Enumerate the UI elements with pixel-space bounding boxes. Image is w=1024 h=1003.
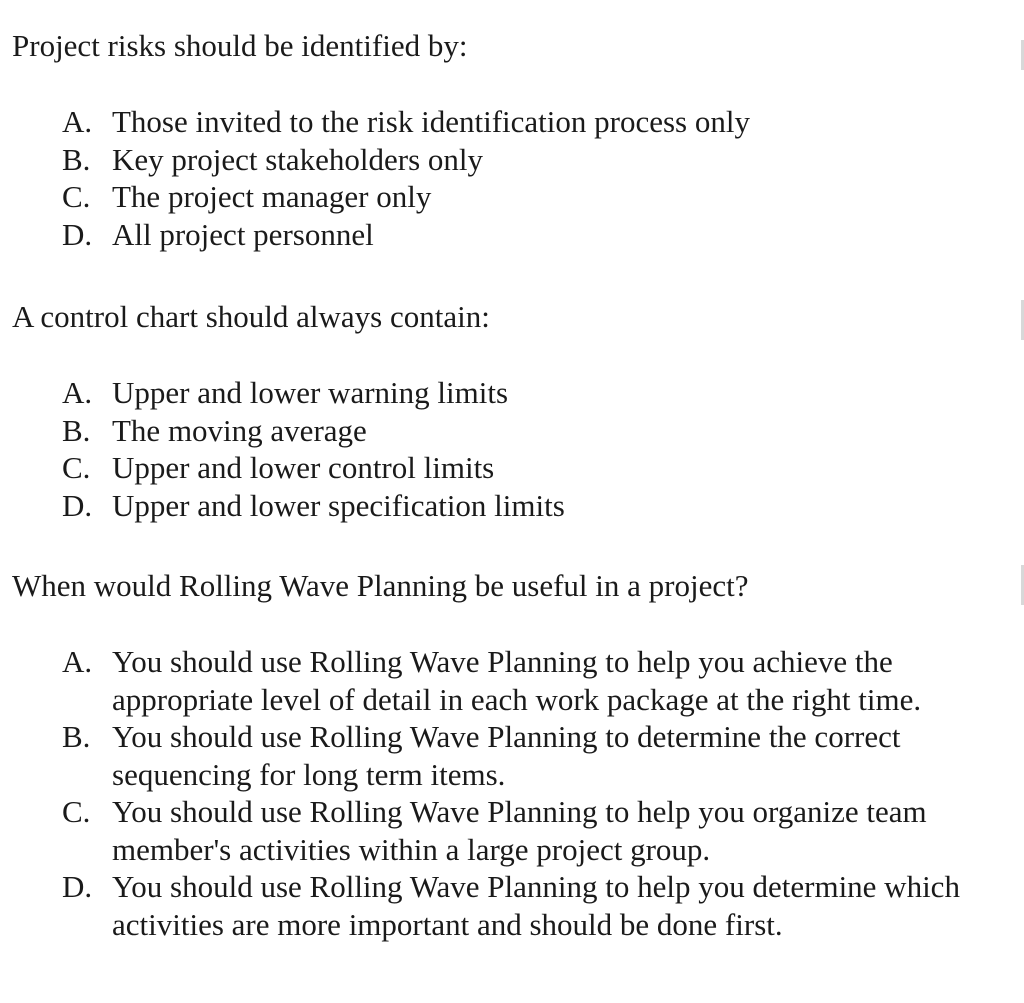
option-2d [62,487,1002,525]
option-3d [62,868,1002,943]
option-2a [62,374,1002,412]
option-3b [62,718,1002,793]
question-1-stem: Project risks should be identified by: [12,28,468,63]
option-text: Upper and lower control limits [112,450,495,485]
option-letter: A. [62,644,93,679]
option-letter: B. [62,719,91,754]
option-3a [62,643,1002,718]
option-letter: C. [62,450,91,485]
option-letter: B. [62,141,91,177]
question-1-options [62,103,1002,253]
option-text: All project personnel [112,216,374,252]
option-text: Those invited to the risk identification process only [112,104,750,139]
option-1b [62,141,1002,179]
option-letter: A. [62,104,93,139]
option-text: Upper and lower warning limits [112,375,509,410]
option-text: You should use Rolling Wave Planning to determine the correct sequencing for long term items. [112,719,901,792]
option-1a [62,103,1002,141]
question-1 [12,27,1012,252]
question-3 [12,567,1012,942]
option-text: Upper and lower specification limits [112,487,565,523]
option-2b [62,412,1002,450]
option-text: Key project stakeholders only [112,141,484,177]
option-letter: C. [62,794,91,829]
question-3-options [62,643,1002,943]
option-letter: D. [62,216,93,252]
question-2-stem: A control chart should always contain: [12,299,490,334]
option-1d [62,216,1002,254]
option-letter: D. [62,487,93,523]
option-letter: D. [62,869,93,904]
option-3c [62,793,1002,868]
option-text: The project manager only [112,179,432,214]
question-3-stem: When would Rolling Wave Planning be useful in a project? [12,568,749,603]
option-text: You should use Rolling Wave Planning to help you organize team member's activities within a large project group. [112,794,927,867]
option-text: You should use Rolling Wave Planning to help you achieve the appropriate level of detail in each work package at the right time. [112,644,922,717]
option-letter: A. [62,375,93,410]
option-1c [62,178,1002,216]
option-letter: B. [62,412,91,448]
question-2 [12,298,1012,523]
option-letter: C. [62,179,91,214]
option-2c [62,449,1002,487]
question-2-options [62,374,1002,524]
option-text: The moving average [112,412,367,448]
option-text: You should use Rolling Wave Planning to help you determine which activities are more important and should be done first. [112,869,960,942]
